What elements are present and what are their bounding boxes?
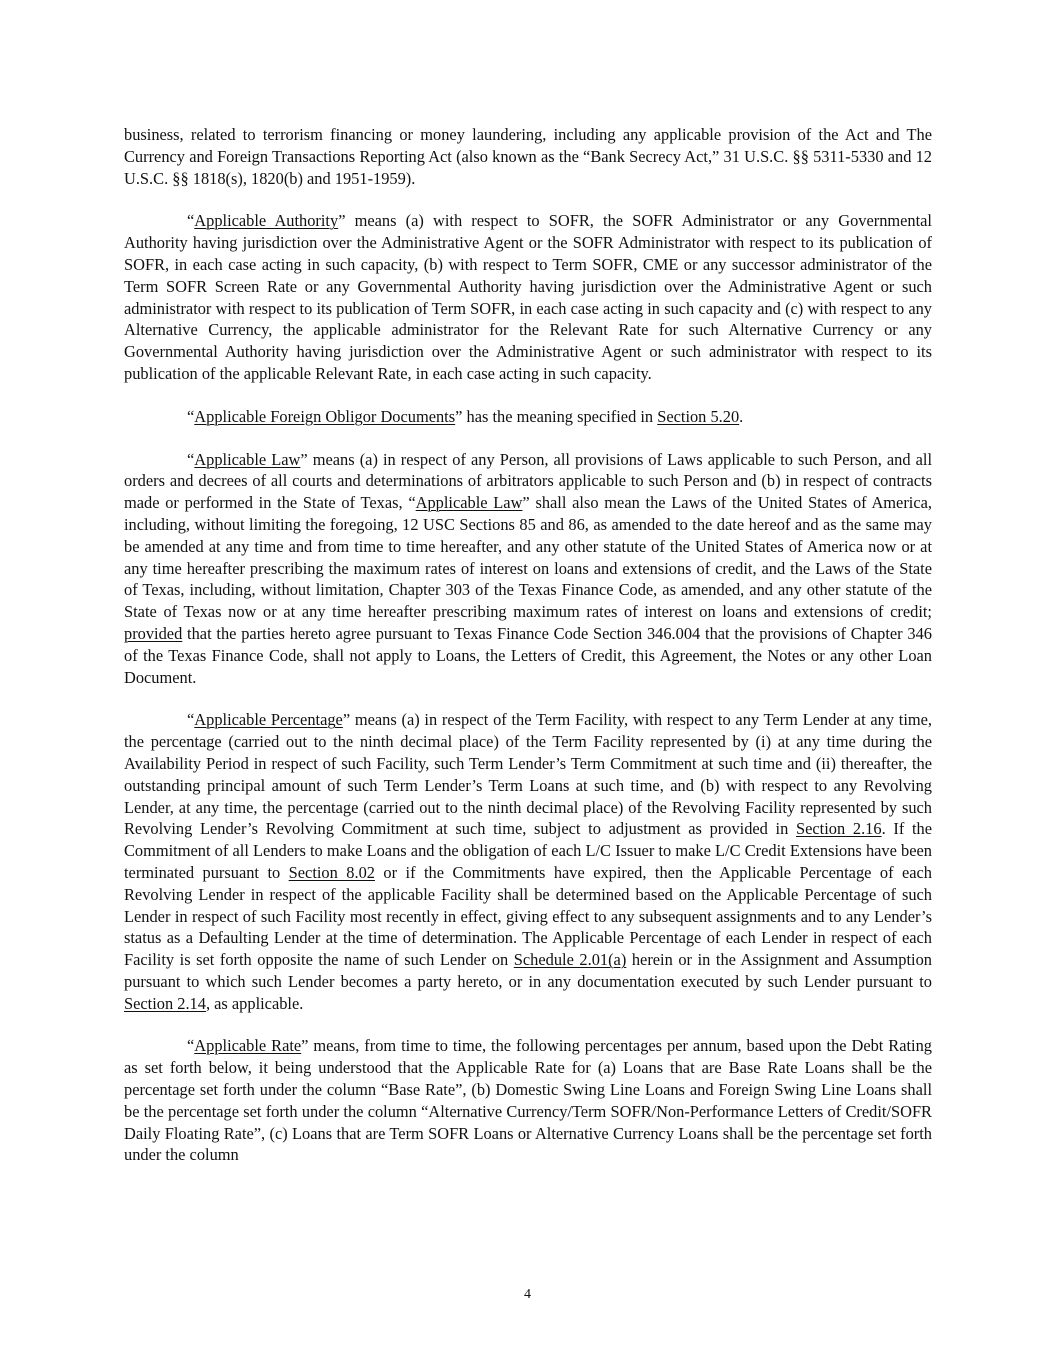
- definition-applicable-rate: [124, 1035, 932, 1166]
- text-segment: “: [187, 211, 195, 231]
- definition-applicable-authority: [124, 210, 932, 384]
- defined-term: Applicable Authority: [194, 211, 339, 231]
- text-segment: ” means (a) with respect to SOFR, the SOFR Administrator or any Governmental Authority having jurisdiction over the Administrative Agent or the SOFR Administrator with respect to its publication of SOFR, in each case acting in such capacity, (b) with respect to Term SOFR, CME or any successor administrator of the Term SOFR Screen Rate or any Governmental Authority having jurisdiction over the Administrative Agent or such administrator with respect to its publication of Term SOFR, in each case acting in such capacity and (c) with respect to any Alternative Currency, the applicable administrator for the Relevant Rate for such Alternative Currency or any Governmental Authority having jurisdiction over the Administrative Agent or such administrator with respect to its publication of the applicable Relevant Rate, in each case acting in such capacity.: [124, 211, 932, 383]
- text-segment: ” means (a) in respect of any Person, all provisions of Laws applicable to such Person, and all orders and decrees of all courts and determinations of arbitrators applicable to such Person and (b) in respect of contracts made or performed in the State of Texas, “: [124, 449, 933, 513]
- section-reference: Section 8.02: [288, 862, 375, 882]
- text-segment: “: [187, 710, 195, 730]
- section-reference: Section 2.16: [796, 819, 882, 839]
- text-segment: ” means (a) in respect of the Term Facility, with respect to any Term Lender at any time, the percentage (carried out to the ninth decimal place) of the Term Facility represented by (i) at any time during the Availability Period in respect of such Facility, such Term Lender’s Term Commitment at such time and (ii) thereafter, the outstanding principal amount of such Term Lender’s Term Loans at such time, and (b) with respect to any Revolving Lender, at any time, the percentage (carried out to the ninth decimal place) of the Revolving Facility represented by such Revolving Lender’s Revolving Commitment at such time, subject to adjustment as provided in: [124, 710, 933, 839]
- text-segment: “: [187, 1036, 195, 1056]
- text-segment: . If the Commitment of all Lenders to make Loans and the obligation of each L/C Issuer to make L/C Credit Extensions have been terminated pursuant to: [124, 819, 932, 882]
- text-segment: .: [739, 406, 744, 426]
- defined-term: Applicable Law: [415, 493, 523, 513]
- text-segment: ” shall also mean the Laws of the United States of America, including, without limiting the foregoing, 12 USC Sections 85 and 86, as amended to the date hereof and as the same may be amended at any time and from time to time hereafter, and any other statute of the United States of America now or at any time hereafter prescribing the maximum rates of interest on loans and extensions of credit, and the Laws of the State of Texas, including, without limitation, Chapter 303 of the Texas Finance Code, as amended, and any other statute of the State of Texas now or at any time hereafter prescribing maximum rates of interest on loans and extensions of credit;: [124, 493, 932, 622]
- text-segment: herein or in the Assignment and Assumption pursuant to which such Lender becomes a party hereto, or in any documentation executed by such Lender pursuant to: [124, 950, 932, 991]
- text-segment: “: [187, 406, 195, 426]
- paragraph-bank-secrecy-continuation: [124, 124, 932, 189]
- section-reference: Section 2.14: [124, 993, 206, 1013]
- text-segment: , as applicable.: [205, 993, 304, 1013]
- text-segment: “: [187, 449, 195, 469]
- text-segment: or if the Commitments have expired, then the Applicable Percentage of each Revolving Lender in respect of the applicable Facility shall be determined based on the Applicable Percentage of such Lender in respect of such Facility most recently in effect, giving effect to any subsequent assignments and to any Lender’s status as a Defaulting Lender at the time of determination. The Applicable Percentage of each Lender in respect of each Facility is set forth opposite the name of such Lender on: [124, 862, 933, 970]
- defined-term: Applicable Rate: [194, 1036, 302, 1056]
- proviso-term: provided: [124, 623, 183, 643]
- text-segment: that the parties hereto agree pursuant to Texas Finance Code Section 346.004 that the provisions of Chapter 346 of the Texas Finance Code, shall not apply to Loans, the Letters of Credit, this Agreement, the Notes or any other Loan Document.: [124, 623, 932, 687]
- defined-term: Applicable Percentage: [194, 710, 343, 730]
- text-segment: ” means, from time to time, the following percentages per annum, based upon the Debt Rating as set forth below, it being understood that the Applicable Rate for (a) Loans that are Base Rate Loans shall be the percentage set forth under the column “Base Rate”, (b) Domestic Swing Line Loans and Foreign Swing Line Loans shall be the percentage set forth under the column “Alternative Currency/Term SOFR/Non-Performance Letters of Credit/SOFR Daily Floating Rate”, (c) Loans that are Term SOFR Loans or Alternative Currency Loans shall be the percentage set forth under the column: [124, 1036, 932, 1165]
- document-page: [124, 124, 932, 1187]
- page-number: 4: [524, 1287, 531, 1302]
- defined-term: Applicable Foreign Obligor Documents: [194, 406, 456, 426]
- text-segment: business, related to terrorism financing or money laundering, including any applicable provision of the Act and The Currency and Foreign Transactions Reporting Act (also known as the “Bank Secrecy Act,” 31 U.S.C. §§ 5311-5330 and 12 U.S.C. §§ 1818(s), 1820(b) and 1951-1959).: [124, 125, 932, 188]
- schedule-reference: Schedule 2.01(a): [513, 950, 627, 970]
- definition-applicable-percentage: [124, 709, 932, 1014]
- section-reference: Section 5.20: [657, 406, 740, 426]
- definition-applicable-foreign-obligor-documents: [124, 406, 932, 428]
- text-segment: ” has the meaning specified in: [455, 406, 658, 426]
- definition-applicable-law: [124, 449, 932, 689]
- defined-term: Applicable Law: [194, 449, 301, 469]
